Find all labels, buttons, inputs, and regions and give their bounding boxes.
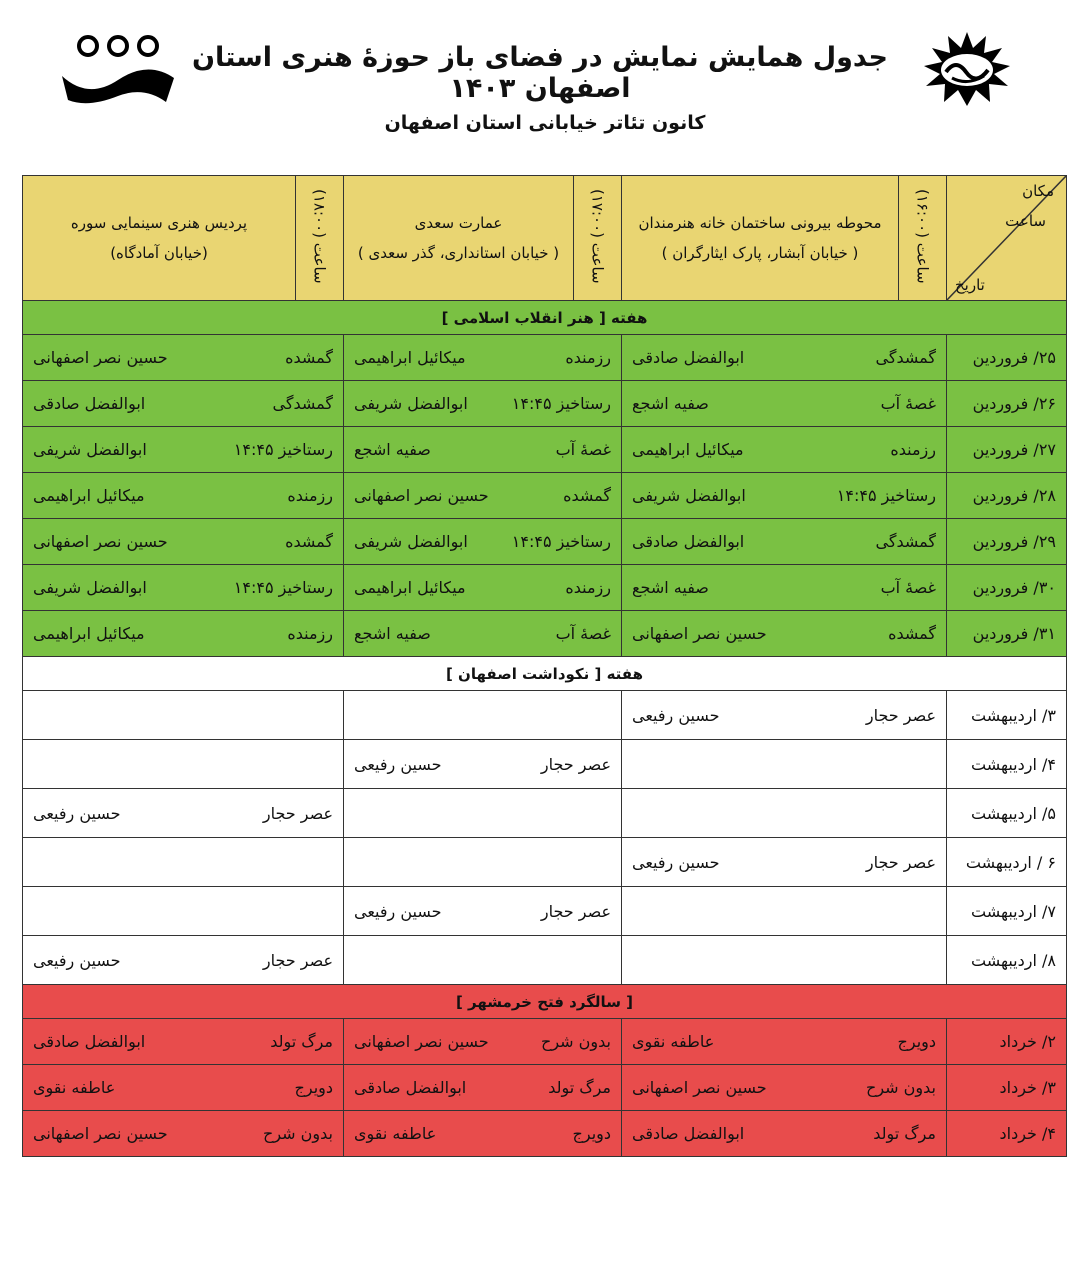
venue-2: عمارت سعدی ( خیابان استانداری، گذر سعدی ) bbox=[344, 176, 574, 301]
table-row bbox=[23, 381, 1067, 427]
show-director: حسین رفیعی bbox=[33, 950, 121, 970]
show-director: ابوالفضل صادقی bbox=[33, 1032, 146, 1051]
date-cell: ۴/ اردیبهشت bbox=[947, 740, 1067, 789]
venue-1: محوطه بیرونی ساختمان خانه هنرمندان ( خیابان آبشار، پارک ایثارگران ) bbox=[622, 176, 899, 301]
section-week3: [ سالگرد فتح خرمشهر ] bbox=[23, 985, 1067, 1019]
show-cell bbox=[622, 936, 947, 985]
show-cell bbox=[344, 838, 622, 887]
show-cell bbox=[344, 381, 622, 427]
date-cell: ۵/ اردیبهشت bbox=[947, 789, 1067, 838]
show-cell bbox=[23, 381, 344, 427]
section-week1: هفته [ هنر انقلاب اسلامی ] bbox=[23, 301, 1067, 335]
show-director: حسین رفیعی bbox=[632, 705, 720, 725]
show-title: گمشده bbox=[285, 532, 333, 551]
show-director: عاطفه نقوی bbox=[632, 1032, 715, 1051]
show-cell bbox=[622, 740, 947, 789]
table-row bbox=[23, 740, 1067, 789]
table-row bbox=[23, 519, 1067, 565]
show-director: ابوالفضل صادقی bbox=[632, 348, 745, 367]
show-cell bbox=[344, 427, 622, 473]
table-row bbox=[23, 691, 1067, 740]
show-director: حسین نصر اصفهانی bbox=[33, 348, 168, 367]
show-title: مرگ تولد bbox=[548, 1078, 611, 1097]
show-cell bbox=[344, 936, 622, 985]
table-row bbox=[23, 838, 1067, 887]
show-director: ابوالفضل صادقی bbox=[33, 394, 146, 413]
date-cell: ۳۰/ فروردین bbox=[947, 565, 1067, 611]
show-title: عصر حجار bbox=[865, 852, 936, 872]
show-title: مرگ تولد bbox=[873, 1124, 936, 1143]
show-director: ابوالفضل شریفی bbox=[632, 486, 746, 505]
show-cell bbox=[344, 519, 622, 565]
show-cell bbox=[622, 1065, 947, 1111]
show-cell bbox=[622, 887, 947, 936]
show-cell bbox=[23, 1019, 344, 1065]
show-title: عصر حجار bbox=[865, 705, 936, 725]
show-cell bbox=[344, 473, 622, 519]
table-row bbox=[23, 936, 1067, 985]
venue-2-time: ساعت (۱۷:۰۰) bbox=[574, 176, 622, 301]
show-cell bbox=[344, 335, 622, 381]
section-week2: هفته [ نکوداشت اصفهان ] bbox=[23, 657, 1067, 691]
show-title: رزمنده bbox=[565, 348, 611, 367]
show-cell bbox=[23, 740, 344, 789]
show-director: حسین نصر اصفهانی bbox=[632, 1078, 767, 1097]
show-cell bbox=[23, 335, 344, 381]
show-title: مرگ تولد bbox=[270, 1032, 333, 1051]
show-director: صفیه اشجع bbox=[632, 394, 709, 413]
show-title: رستاخیز ۱۴:۴۵ bbox=[233, 578, 333, 597]
show-cell bbox=[23, 1111, 344, 1157]
date-cell: ۴/ خرداد bbox=[947, 1111, 1067, 1157]
show-title: رزمنده bbox=[565, 578, 611, 597]
show-cell bbox=[23, 838, 344, 887]
show-title: بدون شرح bbox=[541, 1032, 611, 1051]
show-director: حسین رفیعی bbox=[354, 754, 442, 774]
corner-time-label: ساعت bbox=[1005, 212, 1046, 230]
corner-cell bbox=[947, 176, 1067, 301]
show-director: حسین نصر اصفهانی bbox=[33, 1124, 168, 1143]
show-title: گمشدگی bbox=[272, 394, 333, 413]
venue-3: پردیس هنری سینمایی سوره (خیابان آمادگاه) bbox=[23, 176, 296, 301]
show-cell bbox=[622, 1019, 947, 1065]
show-title: بدون شرح bbox=[263, 1124, 333, 1143]
sunflower-calligraphy-logo-icon bbox=[912, 28, 1022, 108]
date-cell: ۲۷/ فروردین bbox=[947, 427, 1067, 473]
show-director: میکائیل ابراهیمی bbox=[632, 440, 744, 459]
show-cell bbox=[23, 887, 344, 936]
table-row bbox=[23, 1065, 1067, 1111]
show-cell bbox=[23, 936, 344, 985]
show-cell bbox=[622, 691, 947, 740]
show-director: حسین نصر اصفهانی bbox=[354, 486, 489, 505]
show-title: رزمنده bbox=[287, 624, 333, 643]
table-row bbox=[23, 1111, 1067, 1157]
show-title: رستاخیز ۱۴:۴۵ bbox=[511, 532, 611, 551]
show-title: گمشده bbox=[888, 624, 936, 643]
show-cell bbox=[622, 789, 947, 838]
table-header-row bbox=[23, 176, 1067, 301]
show-cell bbox=[23, 519, 344, 565]
show-cell bbox=[622, 381, 947, 427]
show-cell bbox=[344, 887, 622, 936]
show-title: رستاخیز ۱۴:۴۵ bbox=[836, 486, 936, 505]
show-director: حسین رفیعی bbox=[354, 901, 442, 921]
show-title: عصر حجار bbox=[262, 803, 333, 823]
show-title: دویرج bbox=[572, 1124, 611, 1143]
page-subtitle: کانون تئاتر خیابانی استان اصفهان bbox=[384, 112, 706, 134]
show-director: عاطفه نقوی bbox=[33, 1078, 116, 1097]
date-cell: ۶ / اردیبهشت bbox=[947, 838, 1067, 887]
corner-place-label: مکان bbox=[1022, 182, 1054, 200]
show-director: میکائیل ابراهیمی bbox=[354, 348, 466, 367]
show-title: عصر حجار bbox=[540, 754, 611, 774]
table-row bbox=[23, 789, 1067, 838]
show-director: حسین نصر اصفهانی bbox=[632, 624, 767, 643]
date-cell: ۳/ اردیبهشت bbox=[947, 691, 1067, 740]
table-row bbox=[23, 565, 1067, 611]
show-title: دویرج bbox=[294, 1078, 333, 1097]
show-director: حسین نصر اصفهانی bbox=[354, 1032, 489, 1051]
show-title: غصهٔ آب bbox=[555, 440, 611, 459]
show-cell bbox=[622, 838, 947, 887]
show-director: حسین رفیعی bbox=[33, 803, 121, 823]
show-title: غصهٔ آب bbox=[880, 578, 936, 597]
show-cell bbox=[23, 473, 344, 519]
show-cell bbox=[622, 335, 947, 381]
show-director: ابوالفضل صادقی bbox=[354, 1078, 467, 1097]
show-title: گمشدگی bbox=[875, 348, 936, 367]
show-director: ابوالفضل صادقی bbox=[632, 532, 745, 551]
show-cell bbox=[344, 1019, 622, 1065]
show-cell bbox=[344, 691, 622, 740]
show-title: گمشدگی bbox=[875, 532, 936, 551]
venue-3-time: ساعت (۱۸:۰۰) bbox=[296, 176, 344, 301]
show-director: ابوالفضل شریفی bbox=[354, 532, 468, 551]
date-cell: ۲۸/ فروردین bbox=[947, 473, 1067, 519]
date-cell: ۸/ اردیبهشت bbox=[947, 936, 1067, 985]
date-cell: ۳۱/ فروردین bbox=[947, 611, 1067, 657]
show-cell bbox=[344, 611, 622, 657]
show-director: ابوالفضل شریفی bbox=[354, 394, 468, 413]
show-title: غصهٔ آب bbox=[880, 394, 936, 413]
show-cell bbox=[622, 473, 947, 519]
table-row bbox=[23, 473, 1067, 519]
date-cell: ۷/ اردیبهشت bbox=[947, 887, 1067, 936]
page-title: جدول همایش نمایش در فضای باز حوزهٔ هنری استان اصفهان ۱۴۰۳ bbox=[192, 42, 888, 104]
show-title: گمشده bbox=[285, 348, 333, 367]
show-director: عاطفه نقوی bbox=[354, 1124, 437, 1143]
table-row bbox=[23, 611, 1067, 657]
show-cell bbox=[23, 427, 344, 473]
smiling-faces-logo-icon bbox=[58, 34, 178, 106]
show-cell bbox=[622, 565, 947, 611]
show-cell bbox=[344, 1111, 622, 1157]
corner-date-label: تاریخ bbox=[955, 276, 985, 294]
show-director: ابوالفضل شریفی bbox=[33, 578, 147, 597]
show-director: صفیه اشجع bbox=[632, 578, 709, 597]
table-row bbox=[23, 1019, 1067, 1065]
show-cell bbox=[23, 789, 344, 838]
show-cell bbox=[344, 789, 622, 838]
show-title: عصر حجار bbox=[540, 901, 611, 921]
date-cell: ۲/ خرداد bbox=[947, 1019, 1067, 1065]
table-row bbox=[23, 887, 1067, 936]
show-title: غصهٔ آب bbox=[555, 624, 611, 643]
show-director: صفیه اشجع bbox=[354, 440, 431, 459]
date-cell: ۲۹/ فروردین bbox=[947, 519, 1067, 565]
show-director: حسین نصر اصفهانی bbox=[33, 532, 168, 551]
show-director: میکائیل ابراهیمی bbox=[33, 486, 145, 505]
show-director: ابوالفضل شریفی bbox=[33, 440, 147, 459]
show-director: میکائیل ابراهیمی bbox=[354, 578, 466, 597]
show-cell bbox=[622, 427, 947, 473]
show-director: ابوالفضل صادقی bbox=[632, 1124, 745, 1143]
show-director: صفیه اشجع bbox=[354, 624, 431, 643]
date-cell: ۲۶/ فروردین bbox=[947, 381, 1067, 427]
venue-1-time: ساعت (۱۶:۰۰) bbox=[899, 176, 947, 301]
schedule-table bbox=[22, 175, 1067, 1157]
show-director: حسین رفیعی bbox=[632, 852, 720, 872]
show-cell bbox=[23, 691, 344, 740]
show-cell bbox=[344, 565, 622, 611]
show-title: گمشده bbox=[563, 486, 611, 505]
show-cell bbox=[622, 611, 947, 657]
show-cell bbox=[23, 565, 344, 611]
date-cell: ۲۵/ فروردین bbox=[947, 335, 1067, 381]
show-director: میکائیل ابراهیمی bbox=[33, 624, 145, 643]
show-cell bbox=[622, 1111, 947, 1157]
show-title: رزمنده bbox=[287, 486, 333, 505]
show-title: بدون شرح bbox=[866, 1078, 936, 1097]
show-title: رستاخیز ۱۴:۴۵ bbox=[233, 440, 333, 459]
show-cell bbox=[344, 740, 622, 789]
show-title: عصر حجار bbox=[262, 950, 333, 970]
show-title: دویرج bbox=[897, 1032, 936, 1051]
show-cell bbox=[622, 519, 947, 565]
show-cell bbox=[344, 1065, 622, 1111]
show-title: رستاخیز ۱۴:۴۵ bbox=[511, 394, 611, 413]
show-cell bbox=[23, 611, 344, 657]
date-cell: ۳/ خرداد bbox=[947, 1065, 1067, 1111]
show-title: رزمنده bbox=[890, 440, 936, 459]
show-cell bbox=[23, 1065, 344, 1111]
table-row bbox=[23, 427, 1067, 473]
table-row bbox=[23, 335, 1067, 381]
